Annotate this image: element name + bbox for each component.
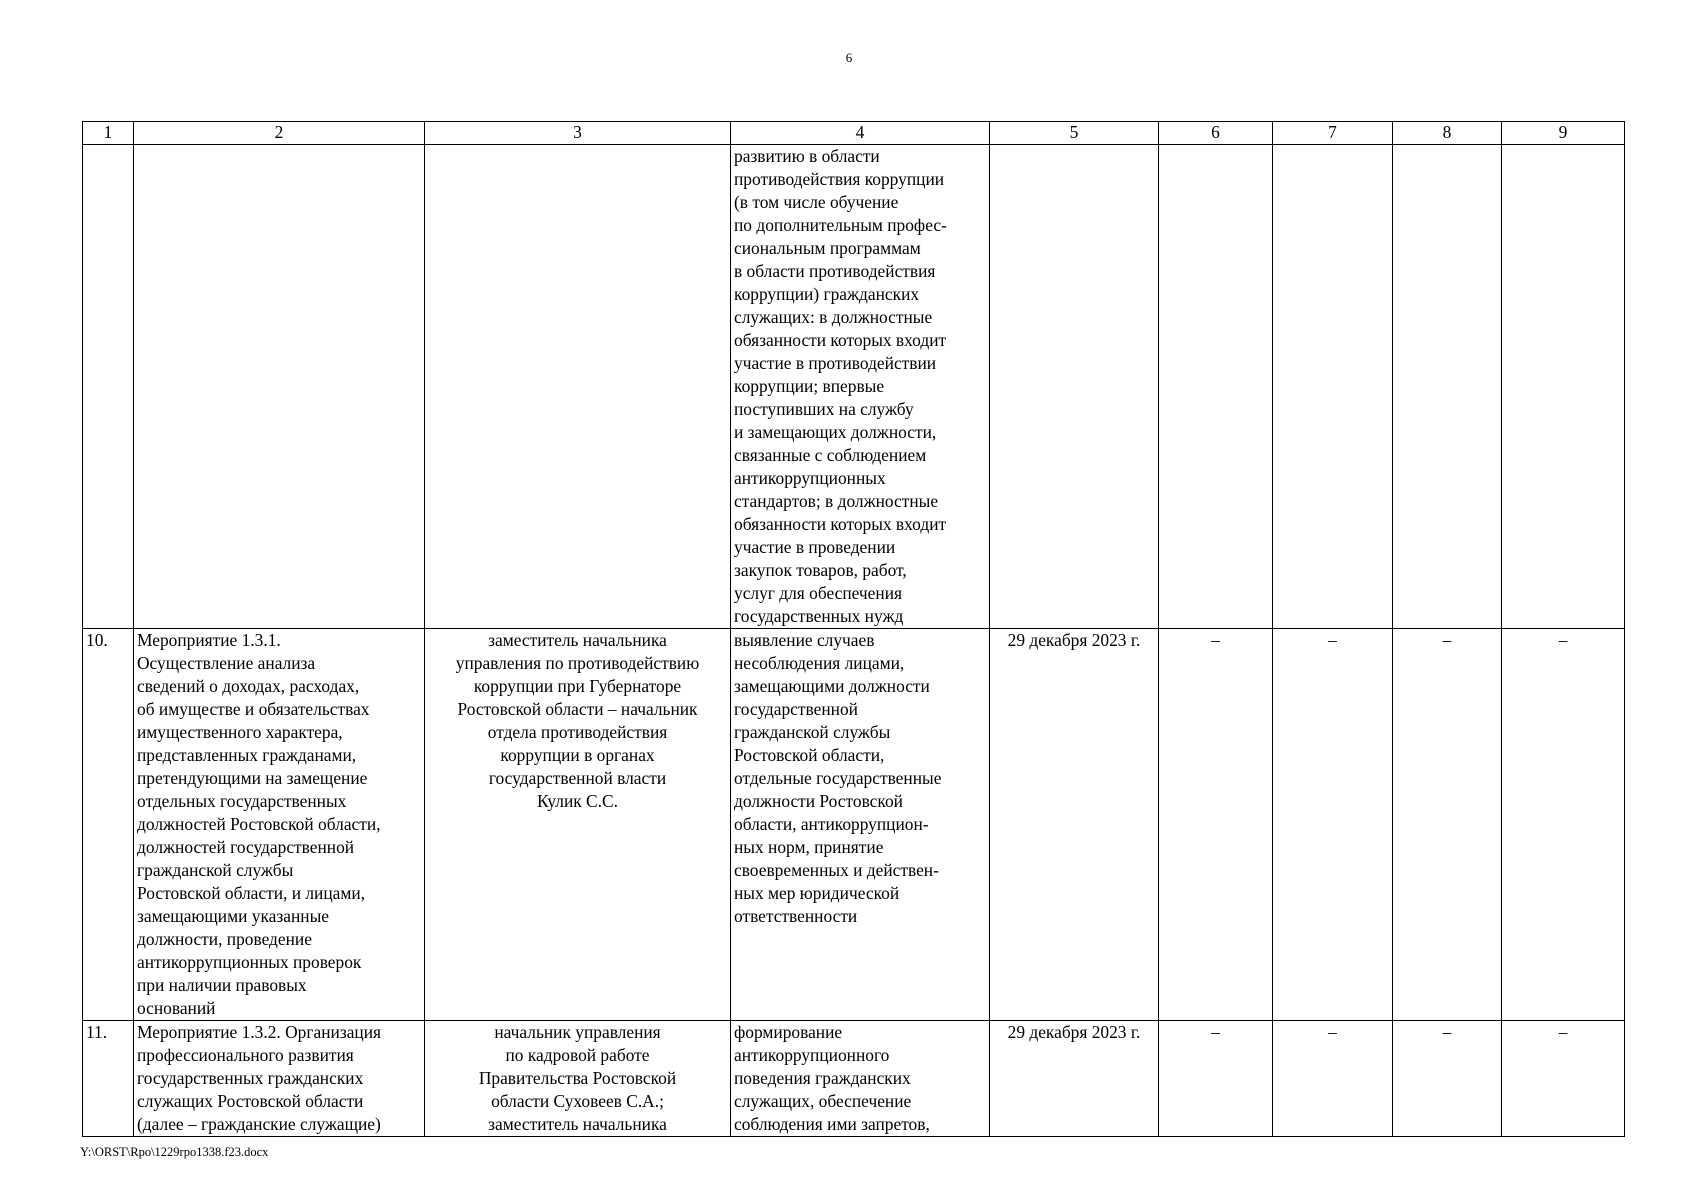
col6-cell: – <box>1159 629 1273 1021</box>
col7-cell <box>1273 145 1393 629</box>
column-header: 9 <box>1502 122 1625 145</box>
table-row <box>83 145 1625 629</box>
col7-cell: – <box>1273 629 1393 1021</box>
footer-file-path: Y:\ORST\Rpo\1229rpo1338.f23.docx <box>80 1145 269 1159</box>
activity-cell: Мероприятие 1.3.2. Организация профессионального развития государственных гражданских служащих Ростовской области (далее – гражданские служащие) <box>134 1021 425 1137</box>
col9-cell: – <box>1502 1021 1625 1137</box>
activity-cell: Мероприятие 1.3.1. Осуществление анализа сведений о доходах, расходах, об имуществе и обязательствах имущественного характера, представленных гражданами, претендующими на замещение отдельных государственных должностей Ростовской области, должностей государственной гражданской службы Ростовской области, и лицами, замещающими указанные должности, проведение антикоррупционных проверок при наличии правовых оснований <box>134 629 425 1021</box>
date-cell <box>990 145 1159 629</box>
col9-cell <box>1502 145 1625 629</box>
column-header: 1 <box>83 122 134 145</box>
column-header: 4 <box>731 122 990 145</box>
responsible-cell: заместитель начальника управления по противодействию коррупции при Губернаторе Ростовской области – начальник отдела противодействия коррупции в органах государственной власти Кулик С.С. <box>425 629 731 1021</box>
table-row <box>83 629 1625 1021</box>
date-cell: 29 декабря 2023 г. <box>990 1021 1159 1137</box>
col9-cell: – <box>1502 629 1625 1021</box>
col6-cell <box>1159 145 1273 629</box>
column-header: 6 <box>1159 122 1273 145</box>
responsible-cell <box>425 145 731 629</box>
column-header: 5 <box>990 122 1159 145</box>
responsible-cell: начальник управления по кадровой работе Правительства Ростовской области Суховеев С.А.; заместитель начальника <box>425 1021 731 1137</box>
table-header-row <box>83 122 1625 145</box>
measures-table <box>82 121 1625 1137</box>
col7-cell: – <box>1273 1021 1393 1137</box>
column-header: 2 <box>134 122 425 145</box>
result-cell: формирование антикоррупционного поведения гражданских служащих, обеспечение соблюдения ими запретов, <box>731 1021 990 1137</box>
date-cell: 29 декабря 2023 г. <box>990 629 1159 1021</box>
result-cell: развитию в области противодействия коррупции (в том числе обучение по дополнительным профес- сиональным программам в области противодействия коррупции) гражданских служащих: в должностные обязанности которых входит участие в противодействии коррупции; впервые поступивших на службу и замещающих должности, связанные с соблюдением антикоррупционных стандартов; в должностные обязанности которых входит участие в проведении закупок товаров, работ, услуг для обеспечения государственных нужд <box>731 145 990 629</box>
page-number: 6 <box>845 50 853 65</box>
col6-cell: – <box>1159 1021 1273 1137</box>
activity-cell <box>134 145 425 629</box>
column-header: 7 <box>1273 122 1393 145</box>
row-number <box>83 145 134 629</box>
column-header: 8 <box>1393 122 1502 145</box>
col8-cell: – <box>1393 1021 1502 1137</box>
row-number: 10. <box>83 629 134 1021</box>
result-cell: выявление случаев несоблюдения лицами, замещающими должности государственной гражданской службы Ростовской области, отдельные государственные должности Ростовской области, антикоррупцион- ных норм, принятие своевременных и действен- ных мер юридической ответственности <box>731 629 990 1021</box>
col8-cell <box>1393 145 1502 629</box>
column-header: 3 <box>425 122 731 145</box>
table-row <box>83 1021 1625 1137</box>
row-number: 11. <box>83 1021 134 1137</box>
col8-cell: – <box>1393 629 1502 1021</box>
